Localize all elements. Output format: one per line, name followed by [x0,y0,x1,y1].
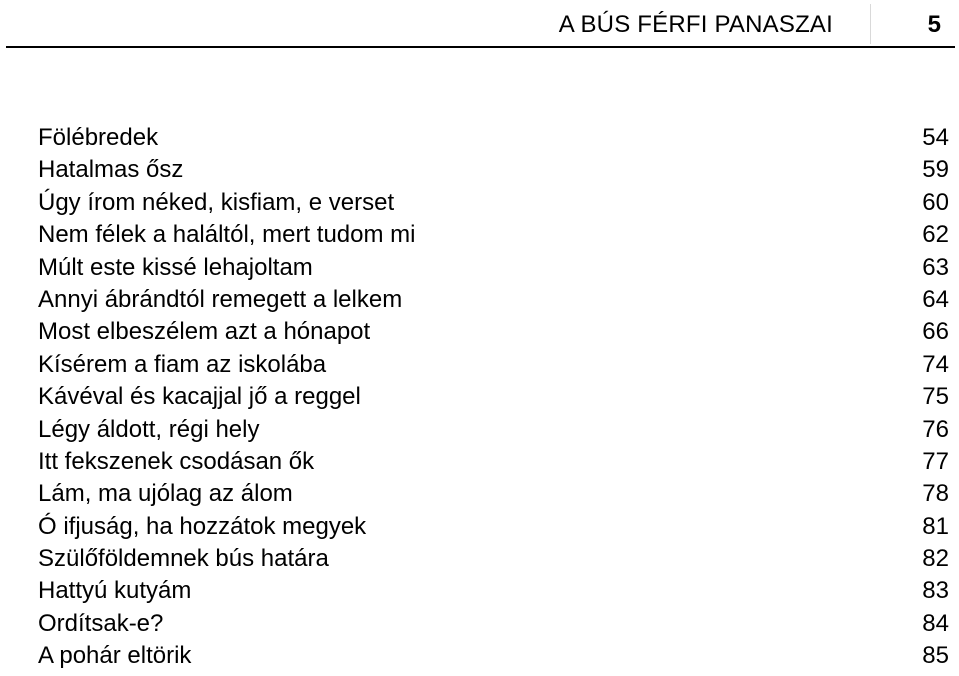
toc-entry [38,284,949,316]
toc-entry-page: 75 [922,383,949,411]
toc-entry-page: 83 [922,577,949,605]
toc-entry-page: 84 [922,609,949,637]
toc-entry [38,543,949,575]
toc-entry-page: 85 [922,642,949,670]
toc-entry [38,414,949,446]
toc-entry-page: 78 [922,480,949,508]
toc-entry [38,316,949,348]
toc-entry [38,608,949,640]
toc-entry-page: 77 [922,447,949,475]
toc-entry-title: Itt fekszenek csodásan ők [38,447,315,475]
toc-entry-title: Úgy írom néked, kisfiam, e verset [38,188,395,216]
toc-entry [38,219,949,251]
toc-entry [38,575,949,607]
toc-entry-title: Lám, ma ujólag az álom [38,480,293,508]
toc-entry-title: Fölébredek [38,124,159,151]
toc-entry [38,381,949,413]
toc-entry-title: Hatalmas ősz [38,156,184,184]
table-of-contents [38,122,949,673]
toc-entry-title: Légy áldott, régi hely [38,415,260,443]
toc-entry-page: 59 [922,156,949,184]
page-number: 5 [927,11,941,38]
toc-entry-page: 63 [922,253,949,281]
toc-entry [38,478,949,510]
toc-entry-page: 82 [922,545,949,573]
toc-entry-page: 76 [922,415,949,443]
toc-entry-title: Múlt este kissé lehajoltam [38,253,313,281]
toc-entry-page: 74 [922,350,949,378]
toc-entry-title: Ordítsak-e? [38,609,164,637]
toc-entry-title: A pohár eltörik [38,642,192,670]
toc-entry-title: Annyi ábrándtól remegett a lelkem [38,285,403,313]
toc-entry [38,349,949,381]
toc-entry [38,446,949,478]
toc-entry-title: Szülőföldemnek bús határa [38,545,329,573]
toc-entry-page: 62 [922,221,949,249]
section-title: A BÚS FÉRFI PANASZAI [558,11,833,38]
header-rule [6,46,955,48]
toc-entry-title: Hattyú kutyám [38,577,192,605]
toc-entry-page: 64 [922,285,949,313]
toc-entry [38,187,949,219]
toc-entry [38,511,949,543]
toc-entry [38,640,949,672]
toc-entry-title: Most elbeszélem azt a hónapot [38,318,371,346]
toc-entry-title: Kísérem a fiam az iskolába [38,350,327,378]
toc-entry-title: Kávéval és kacajjal jő a reggel [38,383,361,411]
toc-entry-page: 60 [922,188,949,216]
toc-entry-page: 54 [922,124,949,151]
toc-entry-page: 81 [922,512,949,540]
toc-entry [38,154,949,186]
toc-entry [38,122,949,154]
toc-entry-title: Nem félek a haláltól, mert tudom mi [38,221,416,249]
toc-entry-page: 66 [922,318,949,346]
toc-entry [38,252,949,284]
page-header [0,0,959,48]
header-divider [870,4,871,44]
toc-entry-title: Ó ifjuság, ha hozzátok megyek [38,512,367,540]
